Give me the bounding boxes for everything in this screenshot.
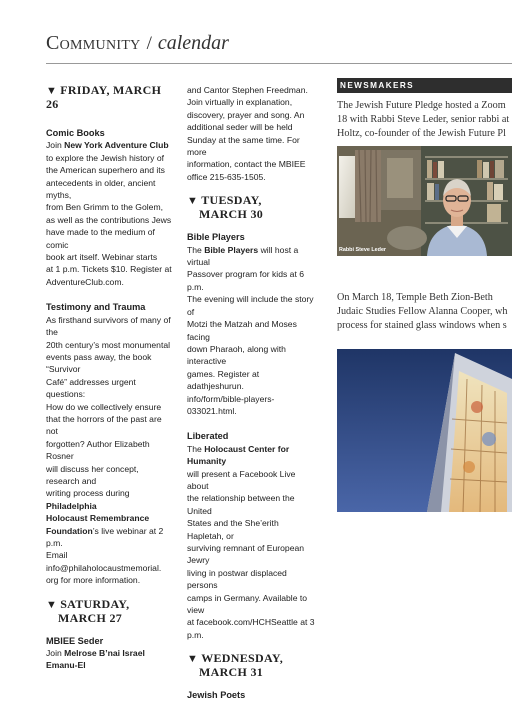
event-body-bible-players: The Bible Players will host a virtual Passover program for kids at 6 p.m. The evening will include the story of Motzi the Matzah and Moses facing down Pharaoh, along with interactive games. Register at adathjeshurun. info/form/bible-players-033021.html. bbox=[187, 244, 314, 416]
header-rule bbox=[46, 63, 512, 64]
stained-glass-building-illustration bbox=[337, 349, 512, 512]
newsmakers-story-2: On March 18, Temple Beth Zion-Beth Judaic Studies Fellow Alanna Cooper, wh process for stained glass windows when s bbox=[337, 292, 508, 332]
page-header bbox=[46, 32, 229, 55]
newsmakers-story-1: The Jewish Future Pledge hosted a Zoom 18 with Rabbi Steve Leder, senior rabbi at Holtz, co-founder of the Jewish Future Pl bbox=[337, 100, 510, 140]
event-title-comic-books: Comic Books bbox=[46, 128, 105, 138]
section-title: Community bbox=[46, 32, 141, 54]
photo-caption: Rabbi Steve Leder bbox=[339, 247, 387, 253]
calendar-column-1: ▼ FRIDAY, MARCH 26 Comic Books Join New York Adventure Club to explore the Jewish history of the American superhero and its antecedents in older, ancient myths, from Ben Grimm to the Golem, as well as the contributions Jews have made to the medium of comic book art itself. Webinar starts at 1 p.m. Tickets $10. Register at AdventureClub.com. Testimony and Trauma As firsthand survivors of many of the 20th century’s most monumental events pass away, the book “Survivor Café” addresses urgent questions: How do we collectively ensure that the horrors of the past are not forgotten? Author Elizabeth Rosner will discuss her concept, research and writing process during Philadelphia Holocaust Remembrance Foundation’s live webinar at 2 p.m. Email info@philaholocaustmemorial. org for more information. ▼ SATURDAY, MARCH 27 MBIEE Seder Join Melrose B’nai Israel Emanu-El bbox=[46, 84, 174, 672]
org-new-york-adventure-club: New York Adventure Club bbox=[64, 140, 169, 151]
event-body-mbiee-continued: and Cantor Stephen Freedman. Join virtually in explanation, discovery, prayer and song. An additional seder will be held Sunday at the same time. For more information, contact the MBIEE office 215-635-1505. bbox=[187, 85, 308, 182]
day-heading-tuesday: ▼ TUESDAY, MARCH 30 bbox=[187, 193, 264, 222]
day-heading-friday: ▼ FRIDAY, MARCH 26 bbox=[46, 83, 162, 111]
event-title-testimony: Testimony and Trauma bbox=[46, 302, 146, 313]
event-body-liberated: The Holocaust Center for Humanity will present a Facebook Live about the relationship between the United States and the She’erith Hapletah, or surviving remnant of European Jewry living in postwar displaced persons camps in Germany. Available to view at facebook.com/HCHSeattle at 3 p.m. bbox=[187, 443, 315, 640]
event-title-liberated: Liberated bbox=[187, 431, 229, 442]
event-title-bible-players: Bible Players bbox=[187, 232, 245, 243]
day-heading-wednesday: ▼ WEDNESDAY, MARCH 31 bbox=[187, 651, 283, 680]
triangle-down-icon: ▼ bbox=[46, 85, 58, 97]
newsmakers-sidebar bbox=[337, 78, 512, 512]
day-heading-saturday: ▼ SATURDAY, MARCH 27 bbox=[46, 596, 130, 625]
event-title-jewish-poets: Jewish Poets bbox=[187, 690, 246, 701]
newsmakers-label: NEWSMAKERS bbox=[337, 78, 512, 93]
triangle-down-icon: ▼ bbox=[46, 598, 58, 611]
zoom-screenshot-photo bbox=[337, 146, 512, 256]
subsection-title: calendar bbox=[157, 32, 229, 54]
event-body-testimony: As firsthand survivors of many of the 20th century’s most monumental events pass away, the book “Survivor Café” addresses urgent questions: How do we collectively ensure that the horrors of the past are not forgotten? Author Elizabeth Rosner will discuss her concept, research and writing process during Philadelphia Holocaust Remembrance Foundation’s live webinar at 2 p.m. Email info@philaholocaustmemorial. org for more information. bbox=[46, 314, 171, 586]
zoom-screenshot-illustration bbox=[337, 146, 512, 256]
stained-glass-building-photo bbox=[337, 349, 512, 512]
triangle-down-icon: ▼ bbox=[187, 195, 199, 208]
triangle-down-icon: ▼ bbox=[187, 653, 199, 666]
event-body-comic-books: Join New York Adventure Club to explore the Jewish history of the American superhero and its antecedents in older, ancient myths, from Ben Grimm to the Golem, as well as the contributions Jews have made to the medium of comic book art itself. Webinar starts at 1 p.m. Tickets $10. Register at AdventureClub.com. bbox=[46, 140, 172, 287]
event-title-mbiee-seder: MBIEE Seder bbox=[46, 635, 104, 646]
header-separator: / bbox=[146, 33, 152, 54]
calendar-column-2 bbox=[187, 84, 317, 702]
